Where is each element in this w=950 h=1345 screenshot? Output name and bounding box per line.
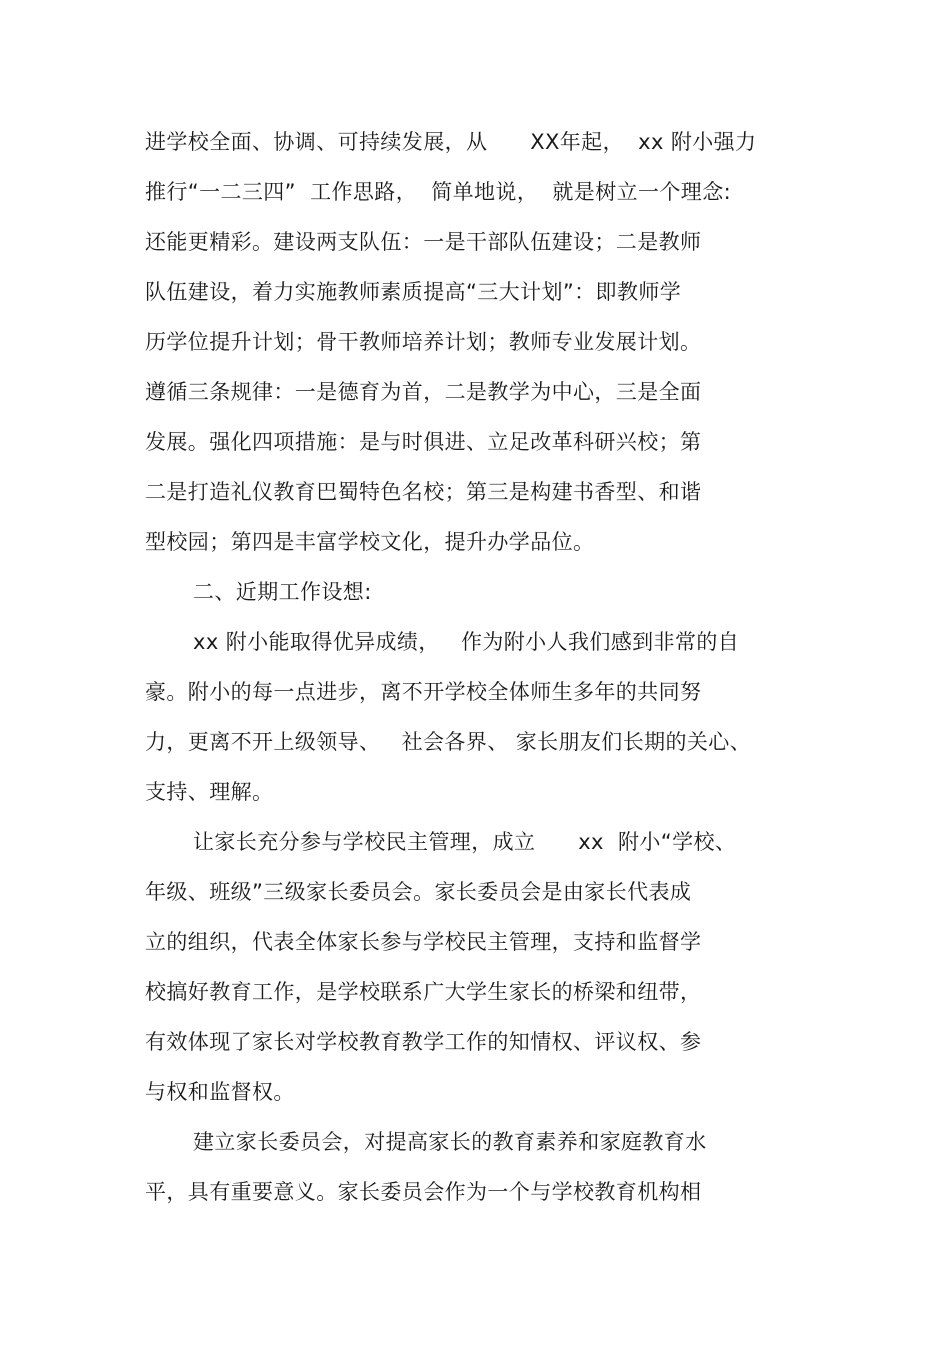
- text-line: 平，具有重要意义。家长委员会作为一个与学校教育机构相: [145, 1180, 702, 1204]
- text-line: 型校园；第四是丰富学校文化，提升办学品位。: [145, 530, 595, 554]
- text-line: 支持、理解。: [145, 780, 274, 804]
- text-line: 遵循三条规律：一是德育为首，二是教学为中心，三是全面: [145, 380, 702, 404]
- text-line: 校搞好教育工作，是学校联系广大学生家长的桥梁和纽带，: [145, 980, 702, 1004]
- text-line: 还能更精彩。建设两支队伍：一是干部队伍建设；二是教师: [145, 230, 702, 254]
- text-line: 进学校全面、协调、可持续发展，从 XX年起， xx 附小强力: [145, 130, 757, 154]
- text-line: 二是打造礼仪教育巴蜀特色名校；第三是构建书香型、和谐: [145, 480, 702, 504]
- text-line: 让家长充分参与学校民主管理，成立 xx 附小“学校、: [193, 830, 737, 854]
- text-line: 推行“一二三四” 工作思路， 简单地说， 就是树立一个理念:: [145, 180, 732, 204]
- text-line: 发展。强化四项措施：是与时俱进、立足改革科研兴校；第: [145, 430, 702, 454]
- text-line: xx 附小能取得优异成绩， 作为附小人我们感到非常的自: [193, 630, 740, 654]
- section-heading: 二、近期工作设想:: [193, 580, 372, 604]
- text-line: 队伍建设，着力实施教师素质提高“三大计划”：即教师学: [145, 280, 682, 304]
- text-line: 力，更离不开上级领导、 社会各界、 家长朋友们长期的关心、: [145, 730, 752, 754]
- text-line: 与权和监督权。: [145, 1080, 295, 1104]
- text-line: 有效体现了家长对学校教育教学工作的知情权、评议权、参: [145, 1030, 702, 1054]
- text-line: 历学位提升计划；骨干教师培养计划；教师专业发展计划。: [145, 330, 702, 354]
- text-line: 建立家长委员会，对提高家长的教育素养和家庭教育水: [193, 1130, 707, 1154]
- text-line: 年级、班级”三级家长委员会。家长委员会是由家长代表成: [145, 880, 692, 904]
- text-line: 立的组织，代表全体家长参与学校民主管理，支持和监督学: [145, 930, 702, 954]
- text-line: 豪。附小的每一点进步，离不开学校全体师生多年的共同努: [145, 680, 702, 704]
